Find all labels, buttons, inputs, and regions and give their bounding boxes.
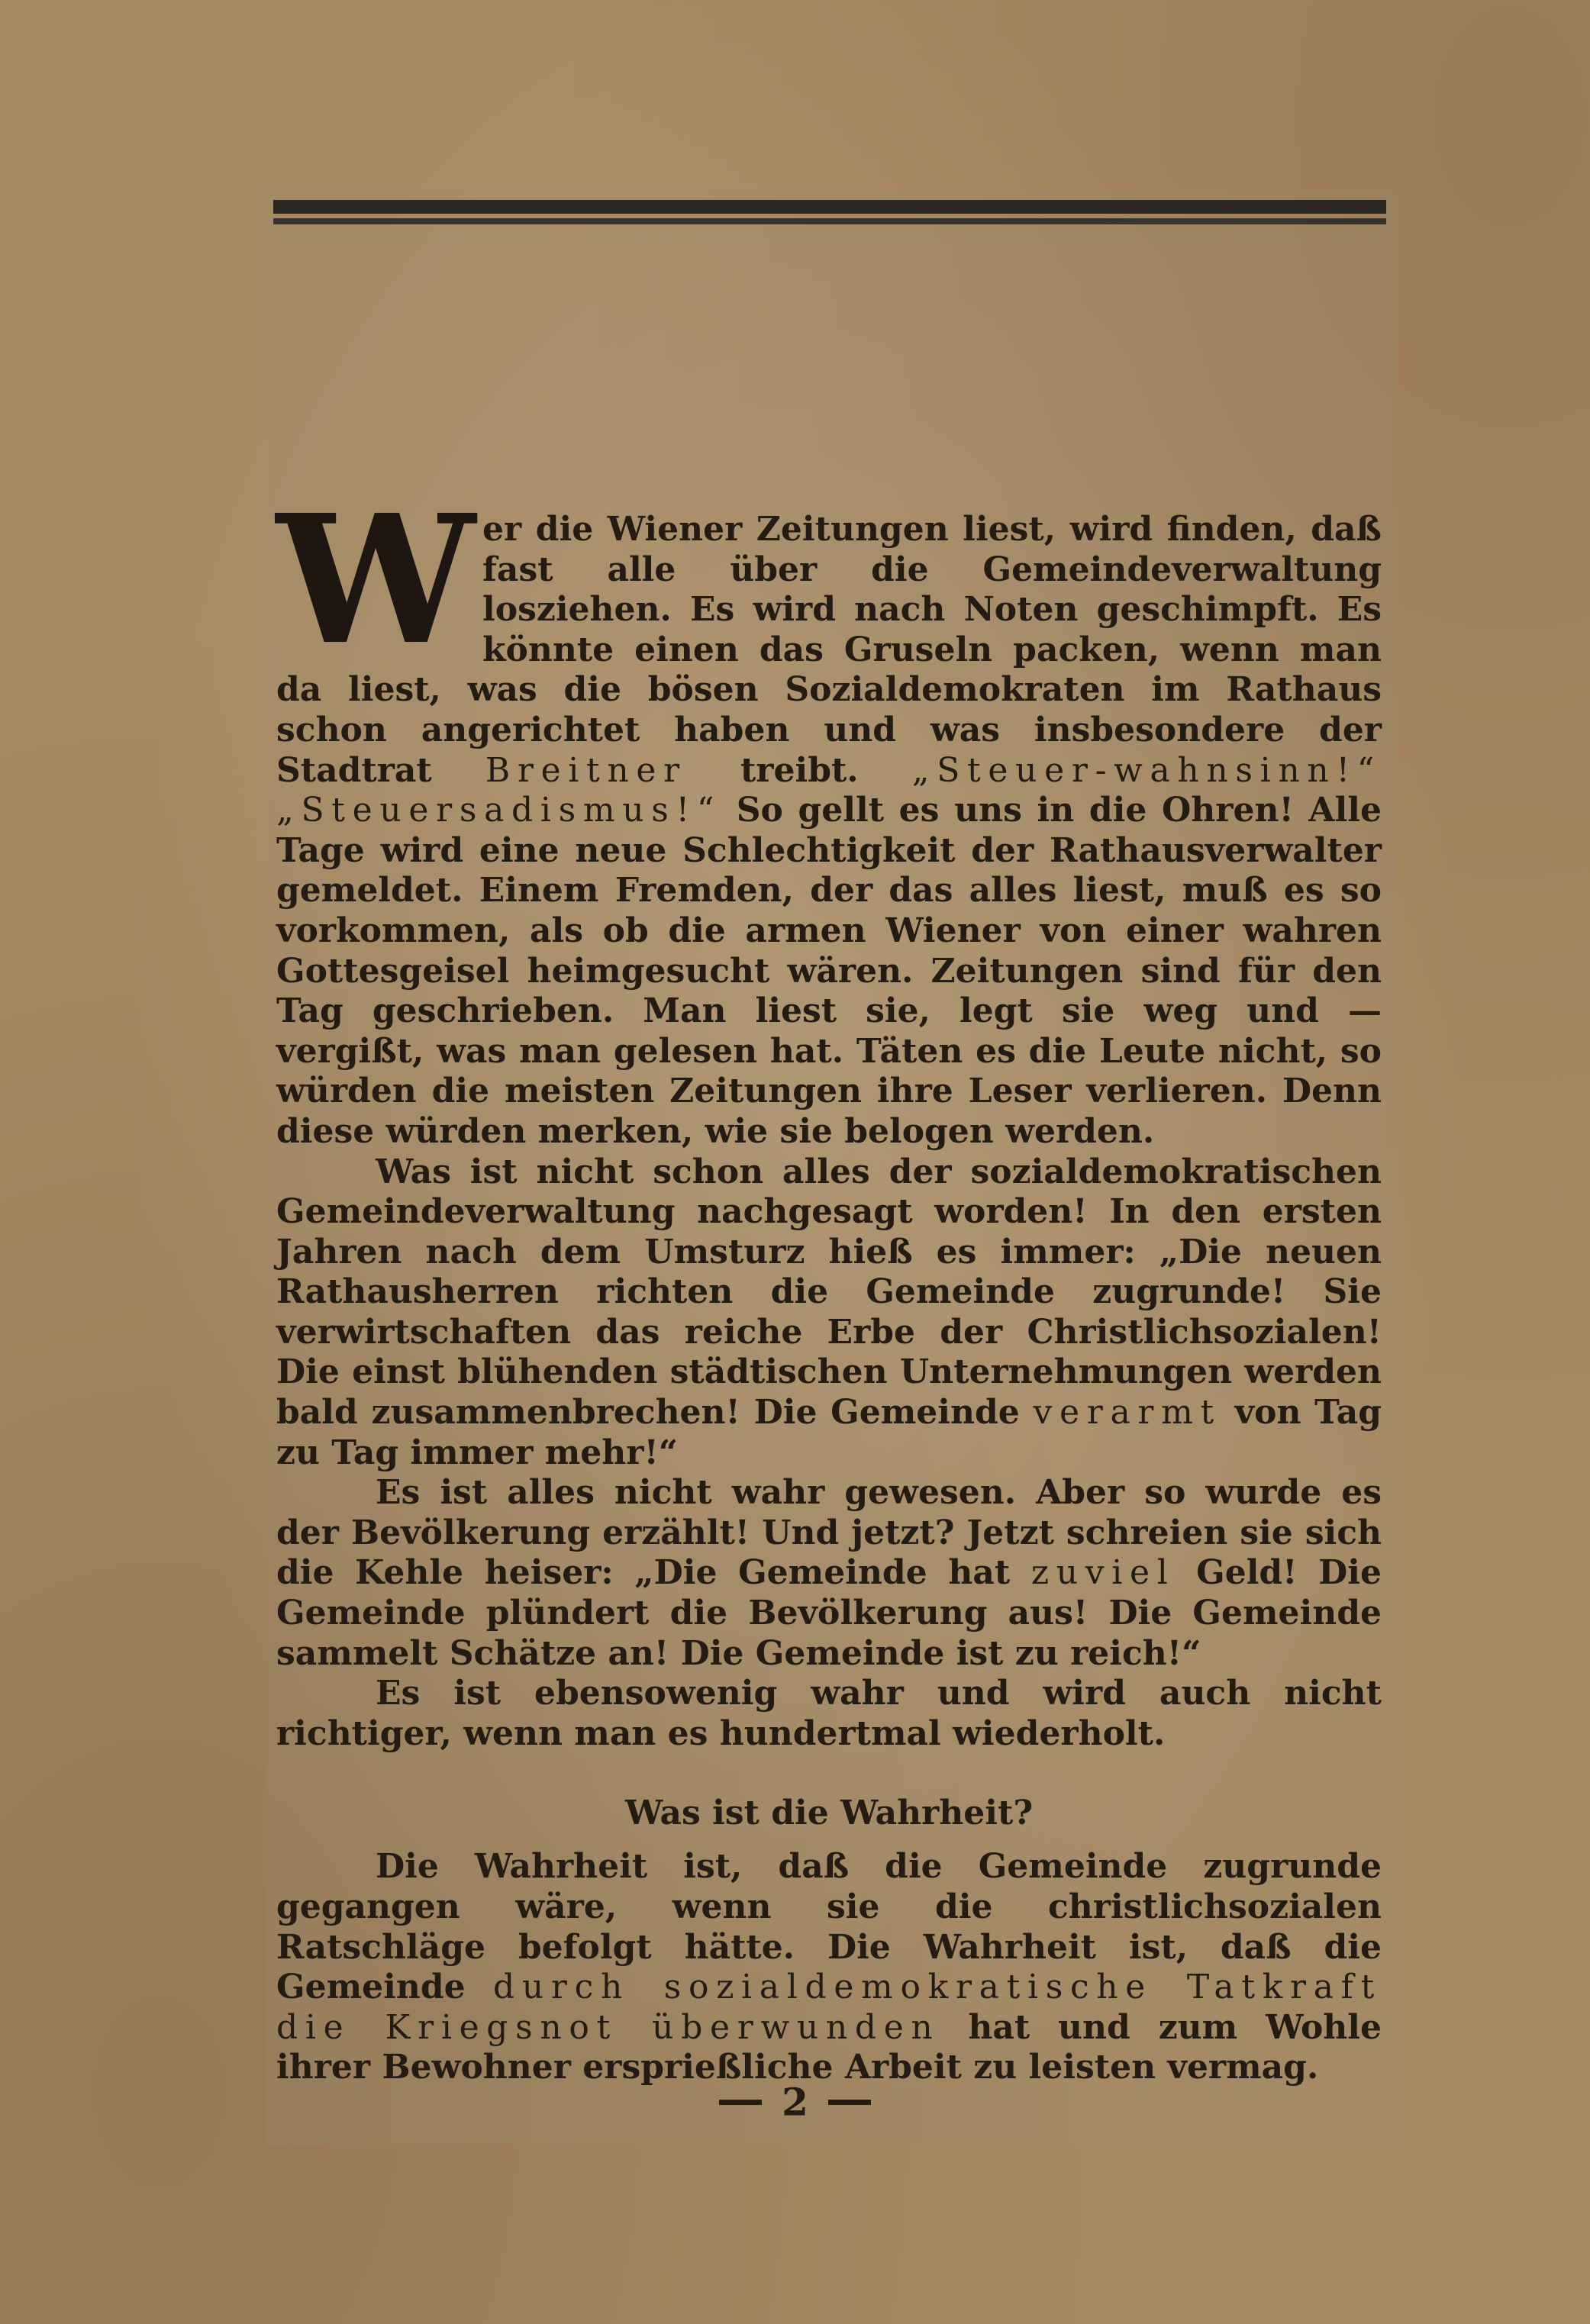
- header-rule-thick: [273, 200, 1386, 214]
- article-body: [276, 475, 1382, 2088]
- paragraph-3-text-b: Geld! Die Gemeinde plündert die Bevölkerung aus! Die Gemeinde sammelt Schätze an! Die Gemeinde ist zu reich!“: [276, 1553, 1382, 1673]
- paragraph-1: [276, 475, 1382, 1152]
- drop-cap: W: [276, 475, 476, 684]
- emphasis-breitner: Breitner: [485, 750, 687, 790]
- header-rule-thin: [273, 218, 1386, 224]
- paragraph-5: [276, 1847, 1382, 2088]
- emphasis-verarmt: verarmt: [1033, 1393, 1221, 1433]
- emphasis-steuerwahnsinn: „Steuer-wahnsinn!“: [911, 750, 1382, 790]
- paragraph-1-text-a: er die Wiener Zeitungen liest, wird finden, daß fast alle über die Gemeindeverwaltung losziehen. Es wird nach Noten geschimpft. Es könnte einen das Gruseln packen, wenn man da liest, was die bösen Sozialdemokraten im Rathaus schon angerichtet haben und was insbesondere der Stadtrat: [276, 510, 1382, 790]
- paragraph-1-text-b: treibt.: [686, 750, 912, 790]
- paragraph-4: Es ist ebensowenig wahr und wird auch nicht richtiger, wenn man es hundertmal wiederholt.: [276, 1674, 1382, 1753]
- emphasis-steuersadismus: „Steuersadismus!“: [276, 791, 722, 830]
- page-number-dash-left: [719, 2100, 762, 2105]
- emphasis-zuviel: zuviel: [1030, 1553, 1176, 1593]
- header-rule: [273, 200, 1386, 227]
- paragraph-2: [276, 1152, 1382, 1474]
- paragraph-1-text-d: So gellt es uns in die Ohren! Alle Tage wird eine neue Schlechtigkeit der Rathausverwalter gemeldet. Einem Fremden, der das alles liest, muß es so vorkommen, als ob die armen Wiener von einer wahren Gottesgeisel heimgesucht wären. Zeitungen sind für den Tag geschrieben. Man liest sie, legt sie weg und — vergißt, was man gelesen hat. Täten es die Leute nicht, so würden die meisten Zeitungen ihre Leser verlieren. Denn diese würden merken, wie sie belogen werden.: [276, 791, 1382, 1151]
- paragraph-5-text-b: hat und zum Wohle ihrer Bewohner ersprießliche Arbeit zu leisten vermag.: [276, 2007, 1382, 2087]
- page-number-footer: [0, 2076, 1590, 2125]
- page-number-dash-right: [828, 2100, 871, 2105]
- paragraph-2-text-a: Was ist nicht schon alles der sozialdemokratischen Gemeindeverwaltung nachgesagt worden! In den ersten Jahren nach dem Umsturz hieß es immer: „Die neuen Rathausherren richten die Gemeinde zugrunde! Sie verwirtschaften das reiche Erbe der Christlichsozialen! Die einst blühenden städtischen Unternehmungen werden bald zusammenbrechen! Die Gemeinde: [276, 1152, 1382, 1433]
- emphasis-tatkraft: durch sozialdemokratische Tatkraft die Kriegsnot überwunden: [276, 1968, 1382, 2047]
- paragraph-3-text-a: Es ist alles nicht wahr gewesen. Aber so wurde es der Bevölkerung erzählt! Und jetzt? Jetzt schreien sie sich die Kehle heiser: „Die Gemeinde hat: [276, 1473, 1382, 1593]
- paragraph-5-text-a: Die Wahrheit ist, daß die Gemeinde zugrunde gegangen wäre, wenn sie die christlichsozialen Ratschläge befolgt hätte. Die Wahrheit ist, daß die Gemeinde: [276, 1847, 1382, 2007]
- paragraph-3: [276, 1473, 1382, 1674]
- paragraph-2-text-b: von Tag zu Tag immer mehr!“: [276, 1393, 1382, 1472]
- page-number: 2: [782, 2079, 808, 2125]
- section-heading: Was ist die Wahrheit?: [624, 1794, 1034, 1833]
